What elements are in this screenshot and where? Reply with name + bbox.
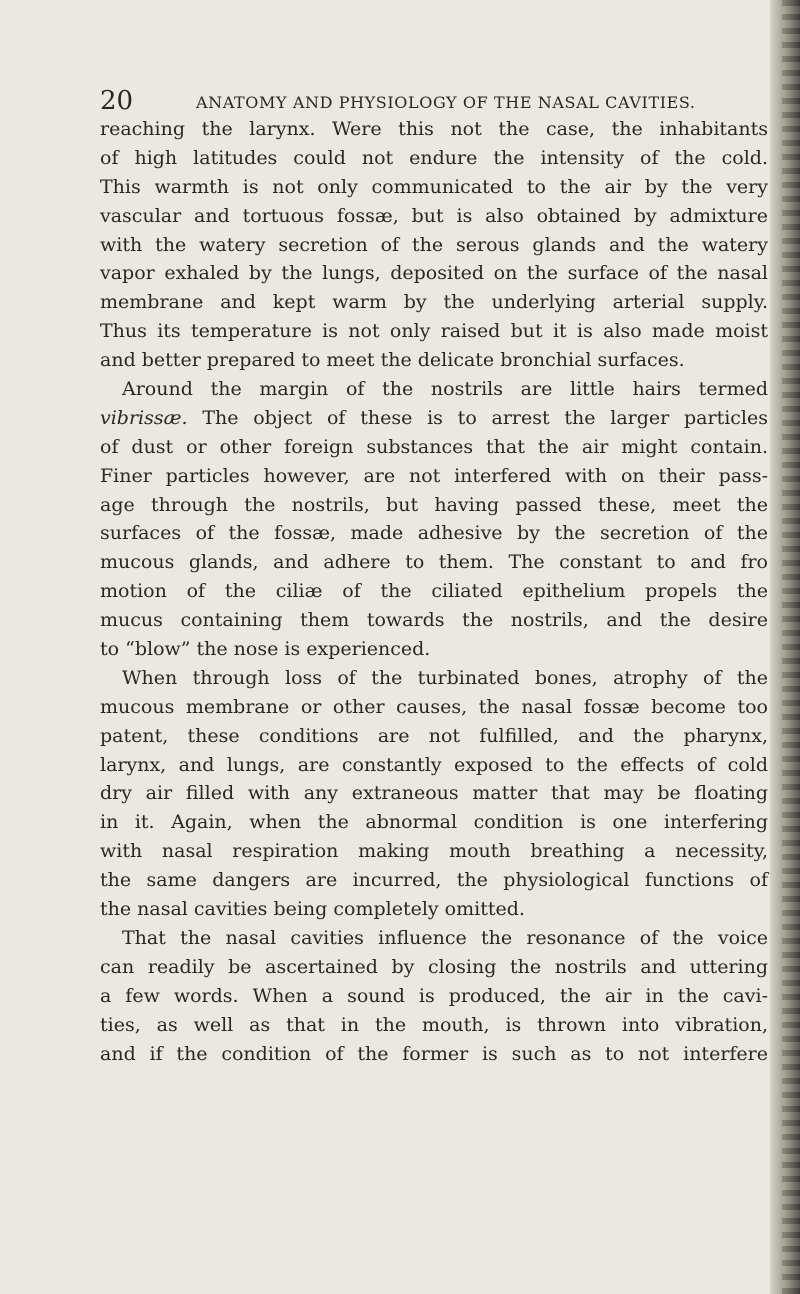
text-line: and better prepared to meet the delicate bronchial surfaces. bbox=[100, 349, 685, 372]
text-line: Finer particles however, are not interfered with on their pass- bbox=[100, 464, 768, 487]
text-line: in it. Again, when the abnormal condition is one interfering bbox=[100, 811, 768, 834]
text-line: with the watery secretion of the serous glands and the watery bbox=[100, 233, 768, 256]
text-line: the same dangers are incurred, the physiological functions of bbox=[100, 869, 768, 892]
text-line: the nasal cavities being completely omitted. bbox=[100, 898, 525, 921]
text-line: of dust or other foreign substances that the air might contain. bbox=[100, 435, 768, 458]
text-line: That the nasal cavities influence the resonance of the voice bbox=[122, 926, 768, 949]
text-line: larynx, and lungs, are constantly exposed to the effects of cold bbox=[100, 753, 768, 776]
body-text bbox=[100, 115, 768, 1068]
text-line: age through the nostrils, but having passed these, meet the bbox=[100, 493, 768, 516]
text-line: a few words. When a sound is produced, the air in the cavi- bbox=[100, 984, 768, 1007]
text-line: vapor exhaled by the lungs, deposited on the surface of the nasal bbox=[100, 262, 768, 285]
page-number: 20 bbox=[100, 86, 134, 116]
text-line: with nasal respiration making mouth breathing a necessity, bbox=[100, 840, 768, 863]
page-edge bbox=[770, 0, 800, 1294]
text-line: mucous membrane or other causes, the nasal fossæ become too bbox=[100, 695, 768, 718]
text-line: membrane and kept warm by the underlying arterial supply. bbox=[100, 291, 768, 314]
text-line-with-italic bbox=[100, 404, 768, 433]
text-line: patent, these conditions are not fulfilled, and the pharynx, bbox=[100, 724, 768, 747]
text-line: mucous glands, and adhere to them. The constant to and fro bbox=[100, 551, 768, 574]
text-line: When through loss of the turbinated bones, atrophy of the bbox=[122, 666, 768, 689]
text-line: vascular and tortuous fossæ, but is also obtained by admixture bbox=[100, 204, 768, 227]
text-line: Around the margin of the nostrils are little hairs termed bbox=[122, 378, 768, 401]
text-line: of high latitudes could not endure the intensity of the cold. bbox=[100, 146, 768, 169]
text-line: Thus its temperature is not only raised but it is also made moist bbox=[100, 320, 768, 343]
text-line: dry air filled with any extraneous matter that may be floating bbox=[100, 782, 768, 805]
text-line: motion of the ciliæ of the ciliated epithelium propels the bbox=[100, 580, 768, 603]
italic-term: vibrissæ. bbox=[100, 406, 188, 429]
text-line: and if the condition of the former is such as to not interfere bbox=[100, 1042, 768, 1065]
text-line: surfaces of the fossæ, made adhesive by the secretion of the bbox=[100, 522, 768, 545]
text-line: mucus containing them towards the nostrils, and the desire bbox=[100, 609, 768, 632]
text-line: ties, as well as that in the mouth, is thrown into vibration, bbox=[100, 1013, 768, 1036]
text-fragment: The object of these is to arrest the larger particles bbox=[202, 406, 768, 429]
running-head: ANATOMY AND PHYSIOLOGY OF THE NASAL CAVITIES. bbox=[196, 93, 696, 112]
text-line: This warmth is not only communicated to the air by the very bbox=[100, 175, 768, 198]
text-line: can readily be ascertained by closing the nostrils and uttering bbox=[100, 955, 768, 978]
text-line: reaching the larynx. Were this not the case, the inhabitants bbox=[100, 118, 768, 140]
page-header bbox=[100, 88, 740, 118]
text-line: to “blow” the nose is experienced. bbox=[100, 638, 431, 661]
